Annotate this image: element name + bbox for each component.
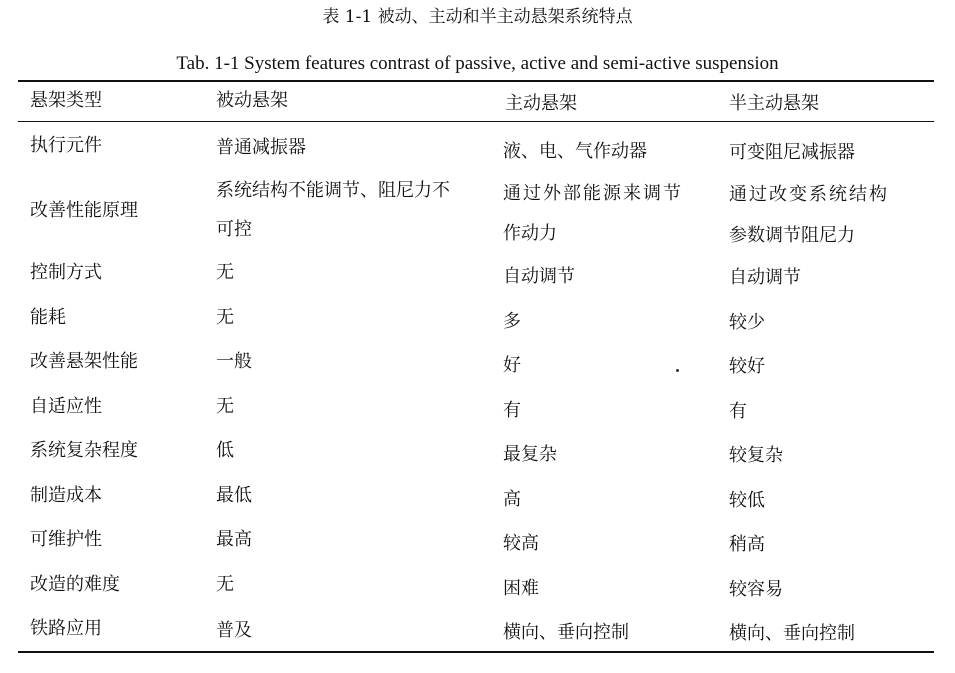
passive-cell: 无 [216, 262, 234, 283]
row-label: 改善性能原理 [30, 200, 138, 221]
semi-active-cell-line2: 参数调节阻尼力 [729, 225, 855, 246]
passive-cell: 无 [216, 574, 234, 595]
row-label: 控制方式 [30, 262, 102, 283]
semi-active-cell: 较低 [729, 490, 765, 511]
row-label: 系统复杂程度 [30, 440, 138, 461]
passive-cell: 普通减振器 [216, 137, 306, 158]
semi-active-cell: 有 [729, 401, 747, 422]
passive-cell: 最低 [216, 485, 252, 506]
row-label: 执行元件 [30, 135, 102, 156]
active-cell: 较高 [503, 533, 539, 554]
active-cell: 自动调节 [503, 266, 575, 287]
passive-cell: 最高 [216, 529, 252, 550]
semi-active-cell: 较好 [729, 356, 765, 377]
active-cell: 困难 [503, 578, 539, 599]
table-top-rule [18, 80, 934, 82]
active-cell: 多 [503, 311, 521, 332]
header-active: 主动悬架 [505, 93, 577, 114]
header-passive: 被动悬架 [216, 90, 288, 111]
row-label: 可维护性 [30, 529, 102, 550]
active-cell: 有 [503, 400, 521, 421]
passive-cell: 一般 [216, 351, 252, 372]
active-cell: 高 [503, 489, 521, 510]
active-cell: 好 [503, 355, 521, 376]
semi-active-cell: 可变阻尼减振器 [729, 142, 855, 163]
active-cell: 横向、垂向控制 [503, 622, 629, 643]
semi-active-cell-line1: 通过改变系统结构 [729, 184, 889, 205]
passive-cell-line1: 系统结构不能调节、阻尼力不 [216, 180, 450, 201]
active-cell: 液、电、气作动器 [503, 141, 647, 162]
passive-cell: 无 [216, 307, 234, 328]
semi-active-cell: 较少 [729, 312, 765, 333]
table-header-rule [18, 121, 934, 122]
passive-cell: 无 [216, 396, 234, 417]
passive-cell: 普及 [216, 620, 252, 641]
row-label: 制造成本 [30, 485, 102, 506]
row-label: 铁路应用 [30, 618, 102, 639]
passive-cell: 低 [216, 440, 234, 461]
table-bottom-rule [18, 651, 934, 653]
semi-active-cell: 较复杂 [729, 445, 783, 466]
active-cell-line1: 通过外部能源来调节 [503, 183, 683, 204]
semi-active-cell: 自动调节 [729, 267, 801, 288]
table-caption-chinese: 表 1-1 被动、主动和半主动悬架系统特点 [322, 7, 633, 27]
semi-active-cell: 横向、垂向控制 [729, 623, 855, 644]
stray-dot-mark [676, 369, 679, 372]
header-semi-active: 半主动悬架 [729, 93, 819, 114]
semi-active-cell: 稍高 [729, 534, 765, 555]
row-label: 改善悬架性能 [30, 351, 138, 372]
row-label: 改造的难度 [30, 574, 120, 595]
header-suspension-type: 悬架类型 [30, 90, 102, 111]
passive-cell-line2: 可控 [216, 219, 252, 240]
active-cell: 最复杂 [503, 444, 557, 465]
table-caption-english: Tab. 1-1 System features contrast of passive, active and semi-active suspension [176, 53, 779, 74]
semi-active-cell: 较容易 [729, 579, 783, 600]
row-label: 能耗 [30, 307, 66, 328]
active-cell-line2: 作动力 [503, 223, 557, 244]
row-label: 自适应性 [30, 396, 102, 417]
